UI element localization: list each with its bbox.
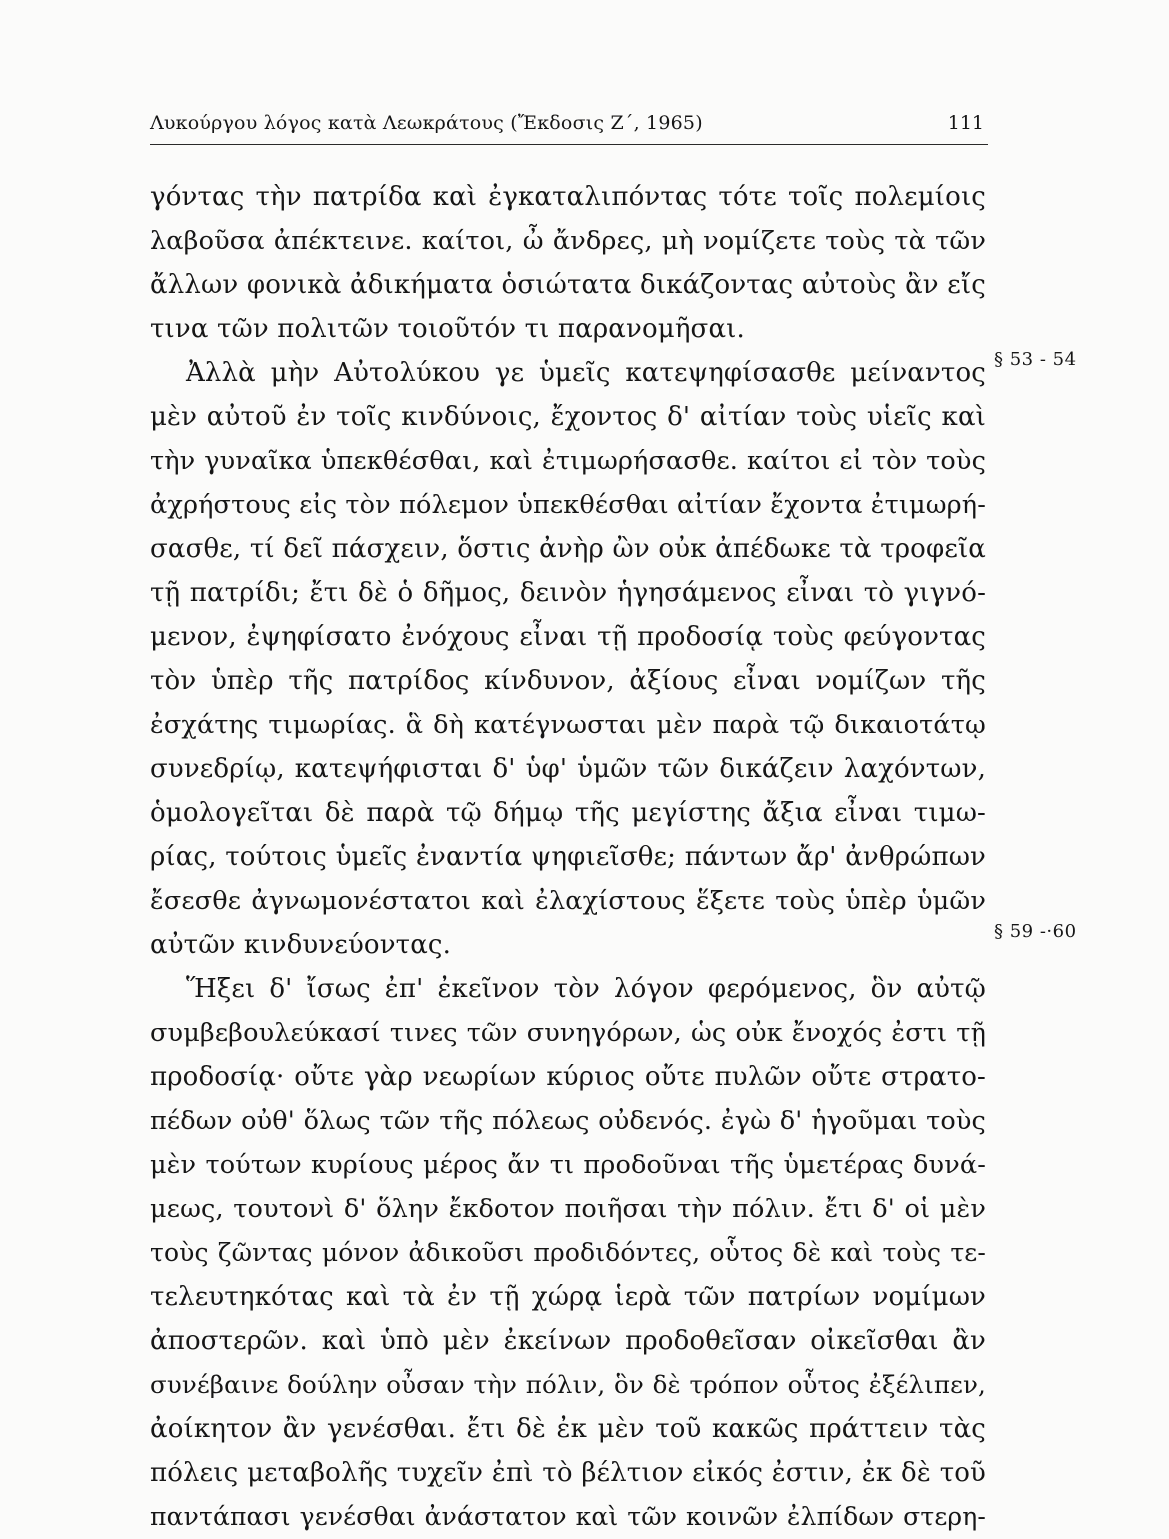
text-line: σασθε, τί δεῖ πάσχειν, ὅστις ἀνὴρ ὢν οὐκ ἀπέδωκε τὰ τροφεῖα: [150, 534, 986, 564]
text-line: Ἥξει δ' ἴσως ἐπ' ἐκεῖνον τὸν λόγον φερόμενος, ὃν αὐτῷ: [186, 974, 986, 1004]
text-line: ἀοίκητον ἂν γενέσθαι. ἔτι δὲ ἐκ μὲν τοῦ κακῶς πράττειν τὰς: [150, 1414, 986, 1444]
text-line: ἐσχάτης τιμωρίας. ἃ δὴ κατέγνωσται μὲν παρὰ τῷ δικαιοτάτῳ: [150, 710, 986, 740]
header-title: Λυκούργου λόγος κατὰ Λεωκράτους (Ἔκδοσις Ζ΄, 1965): [150, 112, 703, 134]
text-line: συμβεβουλεύκασί τινες τῶν συνηγόρων, ὡς οὐκ ἔνοχός ἐστι τῇ: [150, 1018, 986, 1048]
text-line: συνεδρίῳ, κατεψήφισται δ' ὑφ' ὑμῶν τῶν δικάζειν λαχόντων,: [150, 754, 986, 784]
text-line: μὲν τούτων κυρίους μέρος ἄν τι προδοῦναι τῆς ὑμετέρας δυνά-: [150, 1150, 986, 1180]
text-line: προδοσίᾳ· οὔτε γὰρ νεωρίων κύριος οὔτε πυλῶν οὔτε στρατο-: [150, 1062, 986, 1092]
text-line: τοὺς ζῶντας μόνον ἀδικοῦσι προδιδόντες, οὗτος δὲ καὶ τοὺς τε-: [150, 1238, 986, 1267]
text-line: Ἀλλὰ μὴν Αὐτολύκου γε ὑμεῖς κατεψηφίσασθε μείναντος: [186, 358, 986, 388]
text-line: αὐτῶν κινδυνεύοντας.: [150, 930, 452, 960]
text-line: μεως, τουτονὶ δ' ὅλην ἔκδοτον ποιῆσαι τὴν πόλιν. ἔτι δ' οἱ μὲν: [150, 1194, 986, 1224]
text-line: μενον, ἐψηφίσατο ἐνόχους εἶναι τῇ προδοσίᾳ τοὺς φεύγοντας: [150, 622, 986, 652]
text-line: συνέβαινε δούλην οὖσαν τὴν πόλιν, ὃν δὲ τρόπον οὗτος ἐξέλιπεν,: [150, 1370, 986, 1399]
text-line: τελευτηκότας καὶ τὰ ἐν τῇ χώρᾳ ἱερὰ τῶν πατρίων νομίμων: [150, 1282, 986, 1312]
text-line: ἄλλων φονικὰ ἀδικήματα ὁσιώτατα δικάζοντας αὐτοὺς ἂν εἴς: [150, 270, 986, 300]
margin-note-section-53-54: § 53 - 54: [994, 349, 1077, 370]
text-line: μὲν αὐτοῦ ἐν τοῖς κινδύνοις, ἔχοντος δ' αἰτίαν τοὺς υἱεῖς καὶ: [150, 402, 986, 432]
text-line: γόντας τὴν πατρίδα καὶ ἐγκαταλιπόντας τότε τοῖς πολεμίοις: [150, 182, 986, 212]
margin-note-section-59-60: § 59 -·60: [994, 921, 1077, 942]
text-line: λαβοῦσα ἀπέκτεινε. καίτοι, ὦ ἄνδρες, μὴ νομίζετε τοὺς τὰ τῶν: [150, 226, 986, 256]
text-line: παντάπασι γενέσθαι ἀνάστατον καὶ τῶν κοινῶν ἐλπίδων στερη-: [150, 1502, 986, 1531]
text-line: ἀποστερῶν. καὶ ὑπὸ μὲν ἐκείνων προδοθεῖσαν οἰκεῖσθαι ἂν: [150, 1326, 986, 1356]
text-line: ὁμολογεῖται δὲ παρὰ τῷ δήμῳ τῆς μεγίστης ἄξια εἶναι τιμω-: [150, 798, 986, 828]
text-line: τινα τῶν πολιτῶν τοιοῦτόν τι παρανομῆσαι.: [150, 314, 745, 344]
body-text: [150, 175, 986, 1539]
page-number: 111: [947, 112, 984, 134]
text-line: τὸν ὑπὲρ τῆς πατρίδος κίνδυνον, ἀξίους εἶναι νομίζων τῆς: [150, 666, 986, 696]
text-line: ἔσεσθε ἀγνωμονέστατοι καὶ ἐλαχίστους ἕξετε τοὺς ὑπὲρ ὑμῶν: [150, 886, 986, 916]
text-line: ρίας, τούτοις ὑμεῖς ἐναντία ψηφιεῖσθε; πάντων ἄρ' ἀνθρώπων: [150, 842, 986, 872]
text-line: τῇ πατρίδι; ἔτι δὲ ὁ δῆμος, δεινὸν ἡγησάμενος εἶναι τὸ γιγνό-: [150, 578, 986, 608]
text-line: ἀχρήστους εἰς τὸν πόλεμον ὑπεκθέσθαι αἰτίαν ἔχοντα ἐτιμωρή-: [150, 490, 986, 520]
text-line: πόλεις μεταβολῆς τυχεῖν ἐπὶ τὸ βέλτιον εἰκός ἐστιν, ἐκ δὲ τοῦ: [150, 1458, 986, 1488]
text-line: τὴν γυναῖκα ὑπεκθέσθαι, καὶ ἐτιμωρήσασθε. καίτοι εἰ τὸν τοὺς: [150, 446, 986, 476]
text-line: πέδων οὐθ' ὅλως τῶν τῆς πόλεως οὐδενός. ἐγὼ δ' ἡγοῦμαι τοὺς: [150, 1106, 986, 1136]
running-header: [150, 112, 988, 145]
